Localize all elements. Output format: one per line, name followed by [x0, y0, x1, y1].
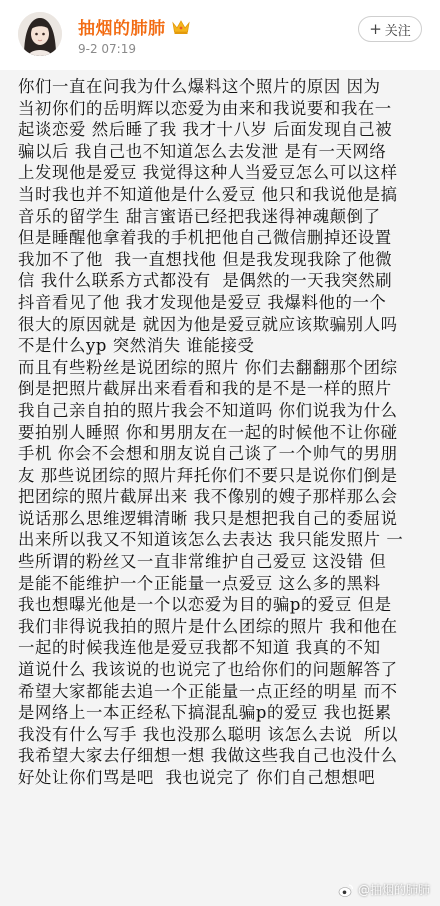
watermark	[338, 881, 430, 898]
post-image[interactable]	[0, 70, 440, 906]
post-header	[0, 0, 440, 68]
plus-icon: +	[369, 19, 382, 38]
weibo-logo-icon	[338, 882, 354, 898]
username-row	[78, 14, 190, 39]
avatar[interactable]	[18, 12, 62, 56]
crown-icon	[172, 19, 190, 35]
avatar-image	[18, 12, 62, 56]
watermark-text: @抽烟的肺肺	[357, 883, 430, 897]
post-image-text: 你们一直在问我为什么爆料这个照片的原因 因为 当初你们的岳明辉以恋爱为由来和我说要和我在一 起谈恋爱 然后睡了我 我才十八岁 后面发现自己被 骗以后 我自己也不知道怎么去发泄 是有一天网络 上发现他是爱豆 我觉得这种人当爱豆怎么可以这样 当时我也并不知道他是什么爱豆 他只和我说他是搞 音乐的留学生 甜言蜜语已经把我迷得神魂颠倒了 但是睡醒他拿着我的手机把他自己微信删掉还设置 我加不了他 我一直想找他 但是我发现我除了他微 信 我什么联系方式都没有 是偶然的一天我突然刷 抖音看见了他 我才发现他是爱豆 我爆料他的一个 很大的原因就是 就因为他是爱豆就应该欺骗别人吗 不是什么yp 突然消失 谁能接受 而且有些粉丝是说团综的照片 你们去翻翻那个团综 倒是把照片截屏出来看看和我的是不是一样的照片 我自己亲自拍的照片我会不知道吗 你们说我为什么 要拍别人睡照 你和男朋友在一起的时候他不让你碰 手机 你会不会想和朋友说自己谈了一个帅气的男朋 友 那些说团综的照片拜托你们不要只是说你们倒是 把团综的照片截屏出来 我不像别的嫂子那样那么会 说话那么思维逻辑清晰 我只是想把我自己的委屈说 出来所以我又不知道该怎么去表达 我只能发照片 一 些所谓的粉丝又一直非常维护自己爱豆 这没错 但 是能不能维护一个正能量一点爱豆 这么多的黑料 我也想曝光他是一个以恋爱为目的骗p的爱豆 但是 我们非得说我拍的照片是什么团综的照片 我和他在 一起的时候我连他是爱豆我都不知道 我真的不知 道说什么 我该说的也说完了也给你们的问题解答了 希望大家都能去追一个正能量一点正经的明星 而不 是网络上一本正经私下搞混乱骗p的爱豆 我也挺累 我没有什么写手 我也没那么聪明 该怎么去说 所以 我希望大家去仔细想一想 我做这些我自己也没什么 好处让你们骂是吧 我也说完了 你们自己想想吧	[18, 77, 404, 787]
post-timestamp: 9-2 07:19	[78, 42, 136, 56]
username[interactable]: 抽烟的肺肺	[78, 19, 166, 39]
follow-label: 关注	[384, 23, 411, 39]
follow-button[interactable]	[358, 16, 422, 42]
